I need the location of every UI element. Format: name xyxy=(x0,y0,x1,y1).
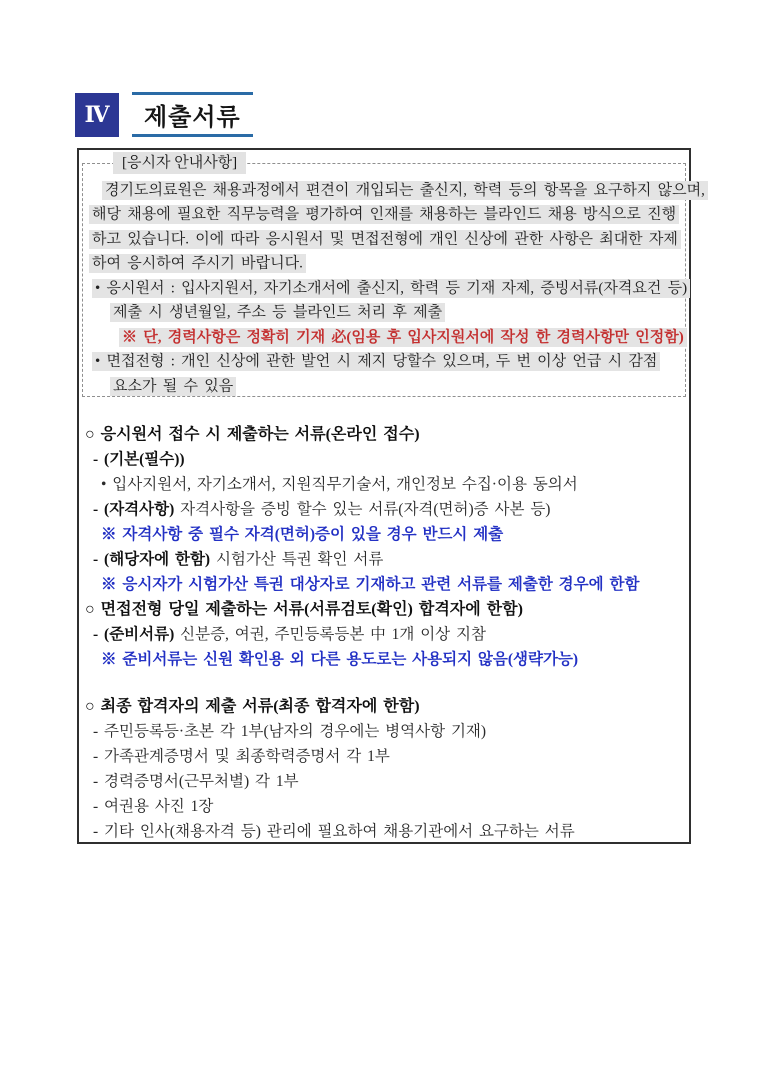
notice-bullet-wrap-line xyxy=(86,301,682,326)
notice-red-note-line xyxy=(86,325,682,350)
notice-legend: [응시자 안내사항] xyxy=(113,152,246,174)
section-title-text: ○ 응시원서 접수 시 제출하는 서류(온라인 접수) xyxy=(85,426,420,443)
blue-note-line xyxy=(85,572,685,597)
item-text: • 입사지원서, 자기소개서, 지원직무기술서, 개인정보 수집·이용 동의서 xyxy=(101,476,578,493)
list-item xyxy=(85,794,685,819)
list-item xyxy=(85,447,685,472)
item-text: 신분증, 여권, 주민등록등본 中 1개 이상 지참 xyxy=(180,626,486,643)
list-item xyxy=(85,622,685,647)
item-text: - 기타 인사(채용자격 등) 관리에 필요하여 채용기관에서 요구하는 서류 xyxy=(93,823,575,840)
blue-note-line xyxy=(85,647,685,672)
notice-bullet-line xyxy=(86,276,688,301)
paragraph-text: 하고 있습니다. 이에 따라 응시원서 및 면접전형에 개인 신상에 관한 사항은 최대한 자제 xyxy=(89,230,681,249)
bullet-text: 제출 시 생년월일, 주소 등 블라인드 처리 후 제출 xyxy=(110,303,445,322)
page-title xyxy=(132,92,253,137)
notice-paragraph-line xyxy=(86,178,705,203)
notice-paragraph-line xyxy=(86,252,682,277)
item-text: - 주민등록등·초본 각 1부(남자의 경우에는 병역사항 기재) xyxy=(93,723,487,740)
section-number-badge xyxy=(75,93,119,137)
section-title xyxy=(85,422,685,447)
list-item xyxy=(85,769,685,794)
item-text: 시험가산 특권 확인 서류 xyxy=(215,551,384,568)
content-box xyxy=(77,148,705,844)
section-title-text: ○ 면접전형 당일 제출하는 서류(서류검토(확인) 합격자에 한함) xyxy=(85,601,523,618)
item-text: 자격사항을 증빙 할수 있는 서류(자격(면허)증 사본 등) xyxy=(180,501,551,518)
paragraph-text: 해당 채용에 필요한 직무능력을 평가하여 인재를 채용하는 블라인드 채용 방식으로 진행 xyxy=(89,205,679,224)
list-item xyxy=(85,547,685,572)
list-item xyxy=(85,819,685,844)
item-label: - (기본(필수)) xyxy=(93,451,185,468)
red-note-text: ※ 단, 경력사항은 정확히 기재 必(임용 후 입사지원서에 작성 한 경력사항만 인정함) xyxy=(119,328,687,347)
page-title-text: 제출서류 xyxy=(144,104,241,131)
notice-bullet-line xyxy=(86,350,682,375)
list-subitem xyxy=(85,472,685,497)
item-text: - 가족관계증명서 및 최종학력증명서 각 1부 xyxy=(93,748,390,765)
notice-paragraph-line xyxy=(86,203,682,228)
note-text: ※ 자격사항 중 필수 자격(면허)증이 있을 경우 반드시 제출 xyxy=(101,526,504,543)
section-number: Ⅳ xyxy=(84,101,110,127)
notice-paragraph-line xyxy=(86,227,682,252)
section-title-text: ○ 최종 합격자의 제출 서류(최종 합격자에 한함) xyxy=(85,698,420,715)
document-header xyxy=(75,92,253,137)
list-item xyxy=(85,719,685,744)
paragraph-text: 경기도의료원은 채용과정에서 편견이 개입되는 출신지, 학력 등의 항목을 요구하지 않으며, xyxy=(102,181,708,200)
blue-note-line xyxy=(85,522,685,547)
applicant-notice-box xyxy=(82,155,705,397)
paragraph-text: 하여 응시하여 주시기 바랍니다. xyxy=(89,254,306,273)
section-title xyxy=(85,694,685,719)
note-text: ※ 응시자가 시험가산 특권 대상자로 기재하고 관련 서류를 제출한 경우에 한함 xyxy=(101,576,640,593)
bullet-text: • 면접전형 : 개인 신상에 관한 발언 시 제지 당할수 있으며, 두 번 이상 언급 시 감점 xyxy=(92,352,660,371)
section-spacer xyxy=(85,672,685,694)
notice-bullet-wrap-line xyxy=(86,374,682,399)
list-item xyxy=(85,497,685,522)
list-item xyxy=(85,744,685,769)
section-title xyxy=(85,597,685,622)
item-text: - 여권용 사진 1장 xyxy=(93,798,214,815)
bullet-text: • 응시원서 : 입사지원서, 자기소개서에 출신지, 학력 등 기재 자제, 증빙서류(자격요건 등) xyxy=(92,279,690,298)
item-label: - (준비서류) xyxy=(93,626,175,643)
item-label: - (해당자에 한함) xyxy=(93,551,211,568)
item-label: - (자격사항) xyxy=(93,501,175,518)
document-sections xyxy=(85,422,685,844)
bullet-text: 요소가 될 수 있음 xyxy=(110,377,236,396)
item-text: - 경력증명서(근무처별) 각 1부 xyxy=(93,773,299,790)
note-text: ※ 준비서류는 신원 확인용 외 다른 용도로는 사용되지 않음(생략가능) xyxy=(101,651,579,668)
